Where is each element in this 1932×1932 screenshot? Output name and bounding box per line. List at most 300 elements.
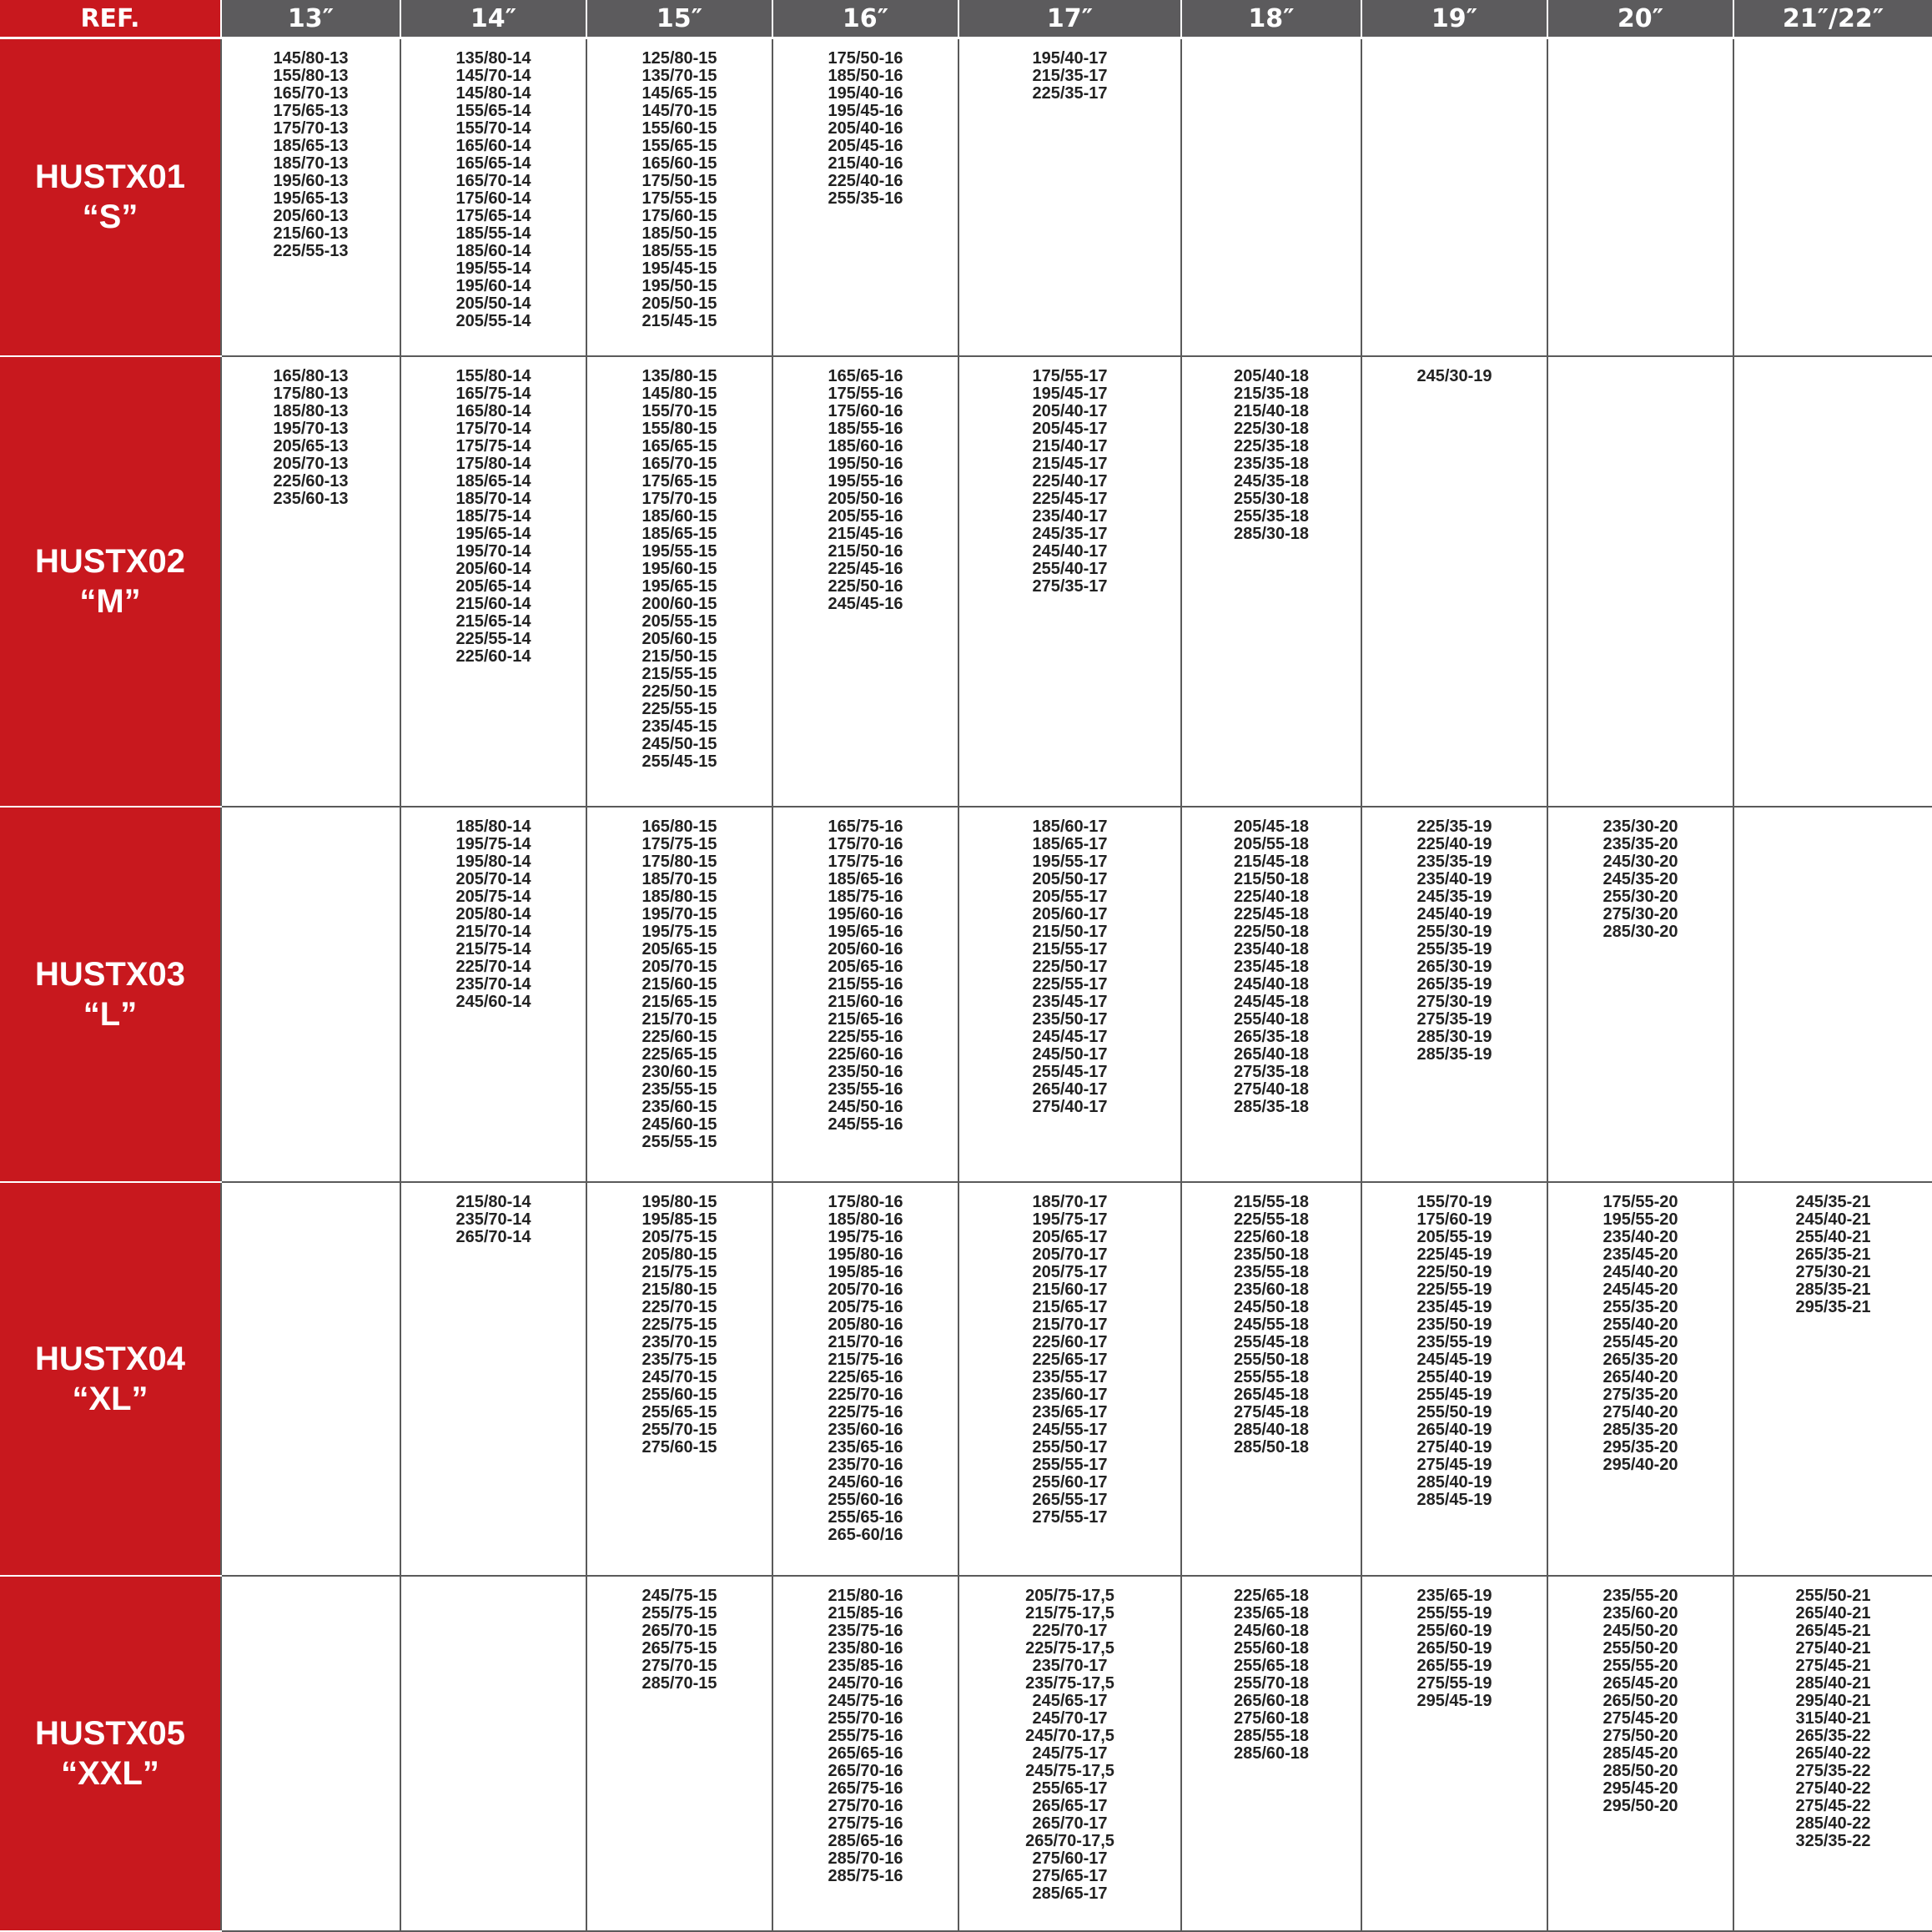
tire-size: 275/40-18: [1233, 1080, 1310, 1099]
tire-size: 275/45-21: [1795, 1656, 1871, 1675]
tire-size: 185/70-13: [273, 154, 349, 173]
tire-size: 205/65-16: [828, 958, 903, 977]
tire-size: 275/75-16: [828, 1814, 903, 1833]
tire-size: 175/55-15: [641, 189, 717, 208]
tire-size: 165/65-15: [641, 436, 717, 455]
tire-size: 275/40-22: [1795, 1779, 1871, 1798]
tire-size: 255/65-18: [1233, 1656, 1310, 1675]
tire-size: 215/75-15: [641, 1262, 717, 1281]
tire-size: 235/45-18: [1233, 958, 1310, 977]
tire-size: 285/40-19: [1416, 1472, 1492, 1492]
tire-size: 255/60-16: [828, 1490, 903, 1509]
tire-size: 275/30-21: [1795, 1262, 1871, 1281]
tire-size: 205/40-17: [1032, 401, 1108, 420]
tire-size: 205/80-15: [641, 1245, 717, 1264]
tire-size: 185/80-15: [641, 888, 717, 907]
tire-size: 175/60-15: [641, 207, 717, 225]
ref-size-m: “M”: [79, 583, 141, 621]
size-cell: [1547, 807, 1733, 1181]
tire-size: 285/50-20: [1602, 1761, 1678, 1780]
tire-size: 155/80-14: [455, 366, 531, 385]
tire-size: 185/70-14: [455, 489, 531, 508]
tire-size: 265/50-20: [1602, 1691, 1678, 1710]
tire-size: 245/40-20: [1602, 1262, 1678, 1281]
tire-size: 235/80-16: [828, 1638, 903, 1658]
tire-size: 195/40-16: [828, 84, 903, 103]
tire-size: 225/60-17: [1032, 1332, 1108, 1351]
tire-size: 255/75-15: [641, 1603, 717, 1623]
tire-size: 255/30-20: [1602, 888, 1678, 907]
tire-size: 225/40-19: [1416, 835, 1492, 854]
tire-size: 175/75-16: [828, 853, 903, 872]
tire-size: 175/65-13: [273, 102, 349, 120]
tire-size: 215/70-16: [828, 1332, 903, 1351]
tire-size: 255/75-16: [828, 1726, 903, 1745]
tire-size: 265/40-20: [1602, 1367, 1678, 1386]
tire-size: 285/40-21: [1795, 1673, 1871, 1693]
tire-size: 185/50-16: [828, 67, 903, 85]
tire-size: 185/55-15: [641, 242, 717, 260]
tire-size: 275/55-17: [1032, 1507, 1108, 1527]
tire-size: 165/60-14: [455, 137, 531, 155]
tire-size: 205/50-17: [1032, 870, 1108, 889]
tire-size: 285/50-18: [1233, 1437, 1310, 1457]
tire-size: 215/55-17: [1032, 940, 1108, 959]
tire-size: 195/85-16: [828, 1262, 903, 1281]
tire-size: 185/80-13: [273, 401, 349, 420]
tire-size: 275/70-16: [828, 1796, 903, 1815]
tire-size: 255/40-17: [1032, 559, 1108, 578]
tire-size: 285/60-18: [1233, 1743, 1310, 1763]
tire-size: 185/75-16: [828, 888, 903, 907]
tire-size: 215/35-18: [1233, 384, 1310, 403]
tire-size: 230/60-15: [641, 1063, 717, 1082]
tire-size: 175/55-16: [828, 384, 903, 403]
tire-size: 265/70-17,5: [1025, 1831, 1114, 1850]
tire-size: 225/70-17: [1032, 1621, 1108, 1640]
size-cell: [772, 1182, 958, 1576]
tire-size: 235/75-15: [641, 1350, 717, 1369]
table-row-hustx04: [0, 1182, 1932, 1576]
tire-size: 255/30-19: [1416, 923, 1492, 942]
tire-size: 285/30-18: [1233, 524, 1310, 543]
tire-size: 255/55-17: [1032, 1455, 1108, 1474]
tire-size: 225/65-18: [1233, 1586, 1310, 1605]
tire-size: 205/55-18: [1233, 835, 1310, 854]
tire-size: 255/55-20: [1602, 1656, 1678, 1675]
tire-size: 255/70-15: [641, 1420, 717, 1439]
tire-size: 175/60-19: [1416, 1210, 1492, 1229]
header-20: 20″: [1547, 0, 1733, 38]
ref-cell: [0, 356, 221, 807]
size-cell: [958, 356, 1181, 807]
tire-size: 215/80-16: [828, 1586, 903, 1605]
tire-size: 265/35-18: [1233, 1028, 1310, 1047]
tire-size: 265/70-16: [828, 1761, 903, 1780]
tire-size: 215/60-13: [273, 224, 349, 243]
tire-size: 205/50-15: [641, 294, 717, 313]
tire-size: 225/55-13: [273, 242, 349, 260]
tire-size: 175/55-17: [1032, 366, 1108, 385]
tire-size: 255/50-20: [1602, 1638, 1678, 1658]
tire-size: 215/65-17: [1032, 1297, 1108, 1316]
header-13: 13″: [221, 0, 400, 38]
tire-size: 215/40-17: [1032, 436, 1108, 455]
tire-size: 285/30-20: [1602, 923, 1678, 942]
size-cell: [400, 356, 586, 807]
tire-size: 205/65-17: [1032, 1227, 1108, 1246]
tire-size: 215/60-14: [455, 594, 531, 613]
tire-size: 265/45-21: [1795, 1621, 1871, 1640]
tire-size: 245/60-16: [828, 1472, 903, 1492]
tire-size: 265-60/16: [828, 1525, 903, 1544]
tire-size: 185/80-14: [455, 818, 531, 837]
tire-size: 265/60-18: [1233, 1691, 1310, 1710]
tire-size: 215/65-16: [828, 1010, 903, 1029]
tire-size: 195/45-15: [641, 259, 717, 278]
tire-size: 245/75-15: [641, 1586, 717, 1605]
tire-size: 285/75-16: [828, 1866, 903, 1885]
tire-size: 265/40-19: [1416, 1420, 1492, 1439]
tire-size: 175/65-15: [641, 471, 717, 491]
tire-size: 225/60-13: [273, 471, 349, 491]
tire-size: 155/60-15: [641, 119, 717, 138]
tire-size: 225/50-18: [1233, 923, 1310, 942]
size-cell: [1181, 807, 1361, 1181]
tire-size: 225/60-18: [1233, 1227, 1310, 1246]
tire-size: 215/50-18: [1233, 870, 1310, 889]
tire-size: 265/30-19: [1416, 958, 1492, 977]
tire-size: 195/75-16: [828, 1227, 903, 1246]
tire-size: 255/60-17: [1032, 1472, 1108, 1492]
tire-size: 285/35-19: [1416, 1045, 1492, 1064]
tire-size: 205/65-14: [455, 576, 531, 596]
tire-size: 245/55-17: [1032, 1420, 1108, 1439]
tire-size: 155/80-13: [273, 67, 349, 85]
tire-size: 235/30-20: [1602, 818, 1678, 837]
tire-size: 275/40-19: [1416, 1437, 1492, 1457]
tire-size: 215/40-18: [1233, 401, 1310, 420]
tire-size: 265/55-19: [1416, 1656, 1492, 1675]
size-cell: [1361, 1576, 1547, 1931]
tire-size: 275/30-19: [1416, 993, 1492, 1012]
tire-size: 225/70-14: [455, 958, 531, 977]
size-cell: [1733, 1182, 1932, 1576]
tire-size: 185/50-15: [641, 224, 717, 243]
tire-size: 295/35-20: [1602, 1437, 1678, 1457]
tire-size: 175/65-14: [455, 207, 531, 225]
tire-size: 215/45-18: [1233, 853, 1310, 872]
tire-size: 275/40-21: [1795, 1638, 1871, 1658]
tire-size: 205/60-16: [828, 940, 903, 959]
ref-code: HUSTX01: [34, 158, 186, 196]
size-cell: [400, 1182, 586, 1576]
tire-size: 205/70-16: [828, 1280, 903, 1299]
tire-size: 275/45-20: [1602, 1708, 1678, 1728]
tire-size: 145/80-14: [455, 84, 531, 103]
tire-size: 245/35-18: [1233, 471, 1310, 491]
size-cell: [772, 38, 958, 356]
size-cell: [1547, 38, 1733, 356]
size-cell: [400, 807, 586, 1181]
tire-size: 215/55-16: [828, 975, 903, 994]
size-cell: [958, 1182, 1181, 1576]
tire-size: 235/65-17: [1032, 1402, 1108, 1421]
tire-size: 225/45-17: [1032, 489, 1108, 508]
tire-size: 215/40-16: [828, 154, 903, 173]
header-18: 18″: [1181, 0, 1361, 38]
tire-size: 275/35-22: [1795, 1761, 1871, 1780]
tire-size: 225/35-17: [1032, 84, 1108, 103]
tire-size: 235/70-15: [641, 1332, 717, 1351]
tire-size: 235/45-15: [641, 717, 717, 736]
tire-size: 185/75-14: [455, 506, 531, 526]
tire-size: 205/60-14: [455, 559, 531, 578]
tire-size: 285/65-17: [1032, 1884, 1108, 1903]
tire-size: 255/50-17: [1032, 1437, 1108, 1457]
tire-size: 255/60-18: [1233, 1638, 1310, 1658]
size-cell: [1181, 1576, 1361, 1931]
tire-size: 225/65-15: [641, 1045, 717, 1064]
table-row-hustx05: [0, 1576, 1932, 1931]
tire-size: 185/65-13: [273, 137, 349, 155]
tire-size: 165/60-15: [641, 154, 717, 173]
tire-size: 225/55-15: [641, 699, 717, 718]
tire-size: 215/45-15: [641, 312, 717, 330]
tire-size: 265/55-17: [1032, 1490, 1108, 1509]
tire-size: 245/70-17,5: [1025, 1726, 1114, 1745]
size-cell: [958, 1576, 1181, 1931]
tire-size: 245/50-18: [1233, 1297, 1310, 1316]
tire-size: 215/75-16: [828, 1350, 903, 1369]
tire-size: 205/70-17: [1032, 1245, 1108, 1264]
tire-size: 225/35-19: [1416, 818, 1492, 837]
tire-size: 275/60-18: [1233, 1708, 1310, 1728]
tire-size: 225/75-17,5: [1025, 1638, 1114, 1658]
tire-size: 245/75-17: [1032, 1743, 1108, 1763]
tire-size: 265/50-19: [1416, 1638, 1492, 1658]
tire-size: 215/70-14: [455, 923, 531, 942]
tire-size: 225/70-15: [641, 1297, 717, 1316]
tire-size: 205/75-14: [455, 888, 531, 907]
tire-size: 165/75-14: [455, 384, 531, 403]
tire-size: 165/70-14: [455, 172, 531, 190]
tire-size: 185/60-17: [1032, 818, 1108, 837]
tire-size: 195/75-15: [641, 923, 717, 942]
tire-size: 285/35-20: [1602, 1420, 1678, 1439]
tire-size: 165/70-13: [273, 84, 349, 103]
tire-size: 325/35-22: [1795, 1831, 1871, 1850]
tire-size: 205/75-17,5: [1025, 1586, 1114, 1605]
tire-size: 225/60-15: [641, 1028, 717, 1047]
tire-size: 215/80-14: [455, 1192, 531, 1211]
ref-size-l: “L”: [83, 995, 138, 1033]
tire-size: 215/65-14: [455, 611, 531, 631]
tire-size: 205/70-14: [455, 870, 531, 889]
tire-size: 225/50-19: [1416, 1262, 1492, 1281]
tire-size: 185/70-17: [1032, 1192, 1108, 1211]
tire-size: 265/70-15: [641, 1621, 717, 1640]
tire-size: 225/55-16: [828, 1028, 903, 1047]
tire-size: 235/35-18: [1233, 454, 1310, 473]
size-cell: [772, 356, 958, 807]
tire-size: 235/60-15: [641, 1098, 717, 1117]
tire-size: 205/45-18: [1233, 818, 1310, 837]
size-cell: [221, 1182, 400, 1576]
tire-size: 205/55-15: [641, 611, 717, 631]
tire-size: 175/70-15: [641, 489, 717, 508]
tire-size: 235/70-16: [828, 1455, 903, 1474]
tire-size: 205/75-17: [1032, 1262, 1108, 1281]
tire-size: 175/70-16: [828, 835, 903, 854]
tire-size: 255/55-15: [641, 1133, 717, 1152]
tire-size: 215/50-16: [828, 541, 903, 561]
tire-size: 275/60-15: [641, 1437, 717, 1457]
tire-size: 245/65-17: [1032, 1691, 1108, 1710]
tire-size: 265/75-15: [641, 1638, 717, 1658]
tire-size: 225/45-18: [1233, 905, 1310, 924]
tire-size: 235/45-20: [1602, 1245, 1678, 1264]
tire-size: 265/35-19: [1416, 975, 1492, 994]
tire-size: 235/50-19: [1416, 1315, 1492, 1334]
tire-size: 195/60-16: [828, 905, 903, 924]
size-cell: [1361, 807, 1547, 1181]
tire-size: 255/40-18: [1233, 1010, 1310, 1029]
tire-size: 225/30-18: [1233, 419, 1310, 438]
tire-size: 215/45-16: [828, 524, 903, 543]
tire-size: 215/55-15: [641, 664, 717, 683]
tire-size: 235/70-14: [455, 1210, 531, 1229]
tire-size: 215/75-17,5: [1025, 1603, 1114, 1623]
tire-size: 205/60-17: [1032, 905, 1108, 924]
tire-size: 245/50-20: [1602, 1621, 1678, 1640]
tire-size: 225/50-16: [828, 576, 903, 596]
tire-size: 175/70-14: [455, 419, 531, 438]
tire-size: 245/55-18: [1233, 1315, 1310, 1334]
tire-size: 155/65-15: [641, 137, 717, 155]
tire-size: 235/65-19: [1416, 1586, 1492, 1605]
tire-size: 295/50-20: [1602, 1796, 1678, 1815]
tire-size: 255/45-17: [1032, 1063, 1108, 1082]
tire-size: 205/55-14: [455, 312, 531, 330]
tire-size: 205/40-18: [1233, 366, 1310, 385]
header-ref: REF.: [0, 0, 221, 38]
tire-size: 195/40-17: [1032, 49, 1108, 68]
tire-size: 195/60-15: [641, 559, 717, 578]
tire-size: 225/55-14: [455, 629, 531, 648]
tire-size: 245/35-19: [1416, 888, 1492, 907]
tire-size: 295/40-20: [1602, 1455, 1678, 1474]
tire-size: 215/60-16: [828, 993, 903, 1012]
tire-size: 255/65-15: [641, 1402, 717, 1421]
tire-size: 165/70-15: [641, 454, 717, 473]
ref-code: HUSTX04: [34, 1340, 186, 1377]
tire-size: 175/80-15: [641, 853, 717, 872]
size-cell: [586, 38, 772, 356]
tire-size: 205/65-15: [641, 940, 717, 959]
tire-size: 185/55-16: [828, 419, 903, 438]
tire-size: 285/65-16: [828, 1831, 903, 1850]
tire-size: 185/65-17: [1032, 835, 1108, 854]
tire-size: 285/70-15: [641, 1673, 717, 1693]
tire-size: 245/50-16: [828, 1098, 903, 1117]
tire-size: 165/80-14: [455, 401, 531, 420]
tire-size: 245/60-14: [455, 993, 531, 1012]
tire-size: 255/35-19: [1416, 940, 1492, 959]
table-row-hustx02: [0, 356, 1932, 807]
table-row-hustx03: [0, 807, 1932, 1181]
tire-size: 245/35-17: [1032, 524, 1108, 543]
tire-size: 185/65-14: [455, 471, 531, 491]
size-cell: [221, 1576, 400, 1931]
tire-size: 195/55-14: [455, 259, 531, 278]
tire-size: 225/65-17: [1032, 1350, 1108, 1369]
tire-size: 245/40-18: [1233, 975, 1310, 994]
tire-size: 205/45-17: [1032, 419, 1108, 438]
tire-size: 265/65-16: [828, 1743, 903, 1763]
tire-size: 275/40-17: [1032, 1098, 1108, 1117]
tire-size: 245/50-15: [641, 734, 717, 753]
tire-size: 285/55-18: [1233, 1726, 1310, 1745]
tire-size: 145/80-13: [273, 49, 349, 68]
tire-size: 285/35-18: [1233, 1098, 1310, 1117]
tire-size: 245/60-15: [641, 1115, 717, 1135]
tire-size: 225/55-19: [1416, 1280, 1492, 1299]
size-cell: [1733, 807, 1932, 1181]
tire-size: 175/60-16: [828, 401, 903, 420]
tire-size: 135/70-15: [641, 67, 717, 85]
tire-size: 265/35-20: [1602, 1350, 1678, 1369]
header-15: 15″: [586, 0, 772, 38]
tire-size: 235/60-17: [1032, 1385, 1108, 1404]
tire-size: 235/60-18: [1233, 1280, 1310, 1299]
size-cell: [1361, 38, 1547, 356]
tire-size: 185/60-14: [455, 242, 531, 260]
tire-size: 225/60-16: [828, 1045, 903, 1064]
tire-size: 275/30-20: [1602, 905, 1678, 924]
tire-size: 175/60-14: [455, 189, 531, 208]
tire-size: 255/50-18: [1233, 1350, 1310, 1369]
tire-size: 185/65-16: [828, 870, 903, 889]
table-body: [0, 38, 1932, 1932]
tire-size: 235/50-18: [1233, 1245, 1310, 1264]
size-cell: [958, 807, 1181, 1181]
tire-size: 245/70-16: [828, 1673, 903, 1693]
tire-size: 175/50-15: [641, 172, 717, 190]
size-cell: [586, 1576, 772, 1931]
header-21-22: 21″/22″: [1733, 0, 1932, 38]
tire-size: 285/40-18: [1233, 1420, 1310, 1439]
tire-size: 205/40-16: [828, 119, 903, 138]
ref-size-s: “S”: [82, 199, 138, 236]
tire-size: 215/50-17: [1032, 923, 1108, 942]
header-17: 17″: [958, 0, 1181, 38]
tire-size: 205/80-16: [828, 1315, 903, 1334]
tire-size: 265/75-16: [828, 1779, 903, 1798]
tire-size: 195/60-14: [455, 277, 531, 295]
tire-size: 225/50-15: [641, 682, 717, 701]
tire-size: 275/45-22: [1795, 1796, 1871, 1815]
tire-size: 235/35-19: [1416, 853, 1492, 872]
tire-size: 255/35-20: [1602, 1297, 1678, 1316]
tire-size: 245/30-19: [1416, 366, 1492, 385]
ref-cell: [0, 38, 221, 356]
tire-size: 195/55-20: [1602, 1210, 1678, 1229]
tire-size: 165/80-15: [641, 818, 717, 837]
tire-size: 235/55-16: [828, 1080, 903, 1099]
tire-size: 255/70-16: [828, 1708, 903, 1728]
tire-size: 215/55-18: [1233, 1192, 1310, 1211]
